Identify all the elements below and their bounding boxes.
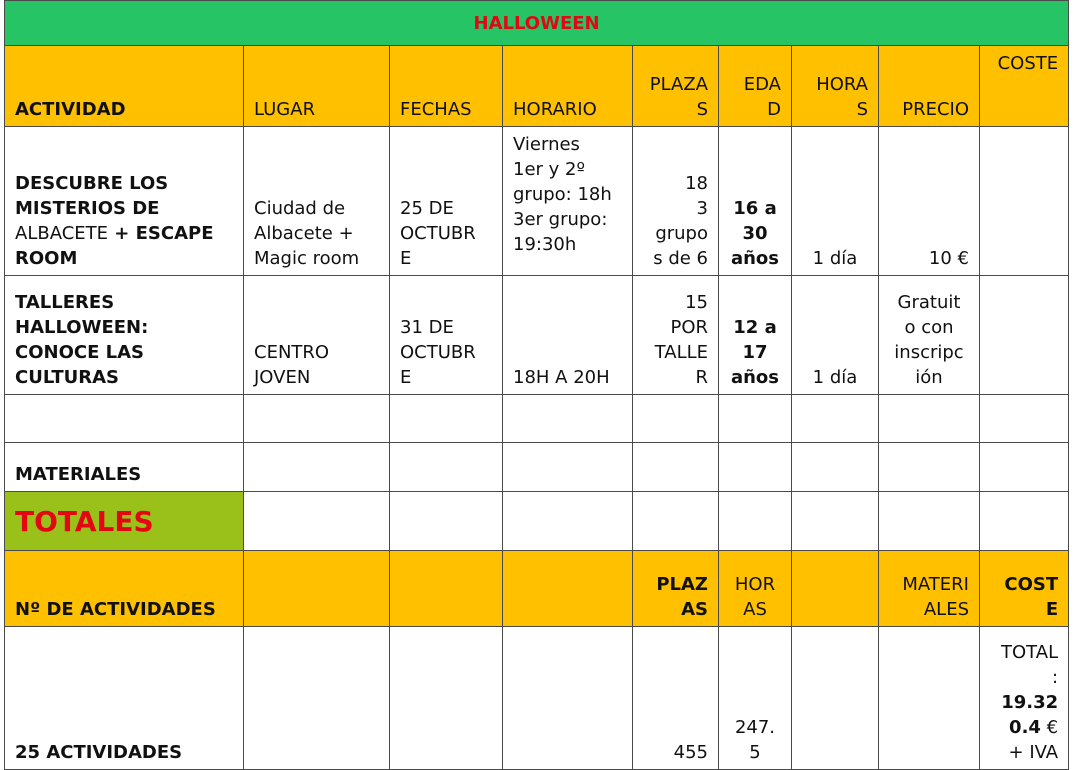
actividad-bold-text: + ESCAPE ROOM xyxy=(15,223,214,269)
cell-coste xyxy=(980,127,1069,276)
header-edad: EDA D xyxy=(719,46,792,127)
empty-cell xyxy=(792,395,879,443)
materiales-row xyxy=(5,443,1069,492)
summary-row xyxy=(5,627,1069,770)
empty-cell xyxy=(719,395,792,443)
empty-cell xyxy=(244,492,390,551)
empty-cell xyxy=(390,551,503,627)
table-title: HALLOWEEN xyxy=(5,1,1069,46)
cell-horas: 1 día xyxy=(792,127,879,276)
header-lugar: LUGAR xyxy=(244,46,390,127)
empty-cell xyxy=(719,492,792,551)
blank-row xyxy=(5,395,1069,443)
cell-actividad: TALLERES HALLOWEEN: CONOCE LAS CULTURAS xyxy=(5,276,244,395)
empty-cell xyxy=(503,395,633,443)
header-plazas: PLAZA S xyxy=(633,46,719,127)
empty-cell xyxy=(244,551,390,627)
empty-cell xyxy=(792,443,879,492)
header-coste: COSTE xyxy=(980,46,1069,127)
header-precio: PRECIO xyxy=(879,46,980,127)
totales-row xyxy=(5,492,1069,551)
cell-fechas: 31 DE OCTUBR E xyxy=(390,276,503,395)
header-row xyxy=(5,46,1069,127)
summary-actividades: 25 ACTIVIDADES xyxy=(5,627,244,770)
cell-coste xyxy=(980,276,1069,395)
cell-lugar: Ciudad de Albacete + Magic room xyxy=(244,127,390,276)
summary-coste-suffix: € + IVA xyxy=(1008,717,1059,763)
cell-horario: 18H A 20H xyxy=(503,276,633,395)
cell-lugar: CENTRO JOVEN xyxy=(244,276,390,395)
empty-cell xyxy=(390,395,503,443)
summary-coste xyxy=(980,627,1069,770)
header-fechas: FECHAS xyxy=(390,46,503,127)
cell-edad: 16 a 30 años xyxy=(719,127,792,276)
cell-horario: Viernes 1er y 2º grupo: 18h 3er grupo: 19:30h xyxy=(503,127,633,276)
cell-precio: Gratuit o con inscripc ión xyxy=(879,276,980,395)
table-row xyxy=(5,127,1069,276)
cell-actividad xyxy=(5,127,244,276)
header-horas: HORA S xyxy=(792,46,879,127)
empty-cell xyxy=(503,492,633,551)
summary-header-materiales: MATERI ALES xyxy=(879,551,980,627)
materiales-label: MATERIALES xyxy=(5,443,244,492)
empty-cell xyxy=(980,395,1069,443)
actividad-plain-text: ALBACETE xyxy=(15,223,108,244)
empty-cell xyxy=(792,627,879,770)
cell-fechas: 25 DE OCTUBR E xyxy=(390,127,503,276)
actividad-bold-text: DESCUBRE LOS MISTERIOS DE xyxy=(15,173,169,219)
empty-cell xyxy=(633,443,719,492)
empty-cell xyxy=(503,627,633,770)
halloween-activities-table xyxy=(4,0,1069,770)
summary-coste-label: TOTAL : xyxy=(1001,642,1059,688)
summary-header-actividades: Nº DE ACTIVIDADES xyxy=(5,551,244,627)
empty-cell xyxy=(390,627,503,770)
empty-cell xyxy=(719,443,792,492)
totales-label: TOTALES xyxy=(5,492,244,551)
empty-cell xyxy=(879,492,980,551)
summary-coste-amount: 19.32 0.4 xyxy=(1001,692,1059,738)
empty-cell xyxy=(792,492,879,551)
empty-cell xyxy=(390,492,503,551)
empty-cell xyxy=(390,443,503,492)
cell-precio: 10 € xyxy=(879,127,980,276)
empty-cell xyxy=(879,627,980,770)
summary-header-row xyxy=(5,551,1069,627)
empty-cell xyxy=(879,443,980,492)
table-row xyxy=(5,276,1069,395)
empty-cell xyxy=(879,395,980,443)
cell-plazas: 18 3 grupo s de 6 xyxy=(633,127,719,276)
header-actividad: ACTIVIDAD xyxy=(5,46,244,127)
empty-cell xyxy=(792,551,879,627)
summary-header-coste: COST E xyxy=(980,551,1069,627)
cell-horas: 1 día xyxy=(792,276,879,395)
summary-plazas: 455 xyxy=(633,627,719,770)
summary-header-plazas: PLAZ AS xyxy=(633,551,719,627)
empty-cell xyxy=(633,395,719,443)
title-row xyxy=(5,1,1069,46)
empty-cell xyxy=(980,492,1069,551)
empty-cell xyxy=(244,627,390,770)
empty-cell xyxy=(503,443,633,492)
cell-plazas: 15 POR TALLE R xyxy=(633,276,719,395)
summary-header-horas: HOR AS xyxy=(719,551,792,627)
empty-cell xyxy=(5,395,244,443)
empty-cell xyxy=(244,443,390,492)
empty-cell xyxy=(503,551,633,627)
cell-edad: 12 a 17 años xyxy=(719,276,792,395)
empty-cell xyxy=(980,443,1069,492)
header-horario: HORARIO xyxy=(503,46,633,127)
summary-horas: 247. 5 xyxy=(719,627,792,770)
empty-cell xyxy=(633,492,719,551)
empty-cell xyxy=(244,395,390,443)
